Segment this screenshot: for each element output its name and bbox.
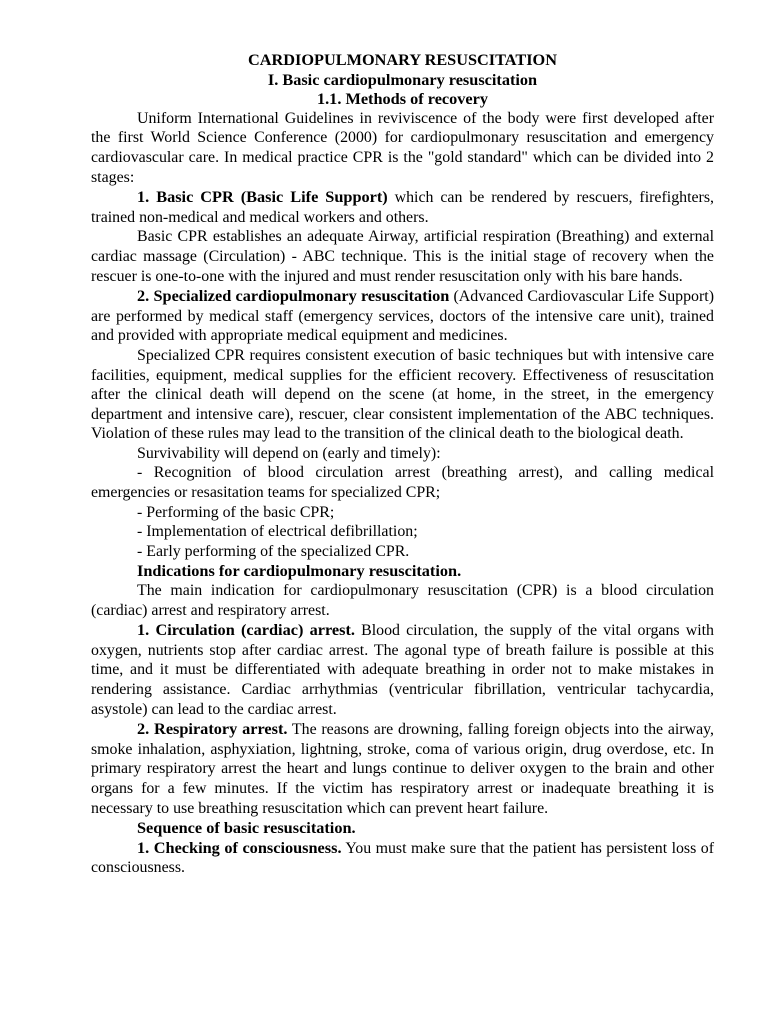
list-item: - Implementation of electrical defibrillation;	[137, 523, 418, 541]
basic-cpr-detail-paragraph: Basic CPR establishes an adequate Airway, artificial respiration (Breathing) and external cardiac massage (Circulation) - ABC technique. This is the initial stage of recovery when the rescuer is one-to-one with the injured and must render resuscitation only with his bare hands.	[91, 228, 714, 285]
specialized-cpr-lead: 2. Specialized cardiopulmonary resuscitation	[137, 286, 450, 306]
list-item: - Recognition of blood circulation arrest (breathing arrest), and calling medical emergencies or resasitation teams for specialized CPR;	[91, 464, 714, 502]
basic-cpr-paragraph	[91, 187, 714, 227]
circulation-arrest-paragraph	[91, 620, 714, 719]
consciousness-lead: 1. Checking of consciousness.	[137, 837, 342, 857]
survivability-paragraph: Survivability will depend on (early and timely):	[137, 444, 441, 462]
specialized-cpr-text: (Advanced Cardiovascular Life Support) are performed by medical staff (emergency services, doctors of the intensive care unit), trained and provided with appropriate medical equipment and medicines.	[91, 288, 714, 345]
specialized-cpr-detail-paragraph: Specialized CPR requires consistent execution of basic techniques but with intensive care facilities, equipment, medical supplies for the efficient recovery. Effectiveness of resuscitation after the clinical death will depend on the scene (at home, in the street, in the emergency department and intensive care), rescuer, clear consistent implementation of the ABC techniques. Violation of these rules may lead to the transition of the clinical death to the biological death.	[91, 346, 714, 443]
respiratory-arrest-paragraph	[91, 719, 714, 818]
section-heading: I. Basic cardiopulmonary resuscitation	[267, 69, 538, 89]
intro-paragraph: Uniform International Guidelines in reviviscence of the body were first developed after the first World Science Conference (2000) for cardiopulmonary resuscitation and emergency cardiovascular care. In medical practice CPR is the "gold standard" which can be divided into 2 stages:	[91, 109, 714, 186]
basic-cpr-lead: 1. Basic CPR (Basic Life Support)	[137, 187, 388, 207]
list-item: - Performing of the basic CPR;	[137, 503, 335, 521]
specialized-cpr-paragraph	[91, 286, 714, 346]
subsection-heading: 1.1. Methods of recovery	[316, 89, 489, 109]
consciousness-paragraph	[91, 838, 714, 878]
consciousness-text: You must make sure that the patient has persistent loss of consciousness.	[91, 839, 714, 877]
list-item: - Early performing of the specialized CPR.	[137, 542, 410, 560]
respiratory-arrest-text: The reasons are drowning, falling foreign objects into the airway, smoke inhalation, asphyxiation, lightning, stroke, coma of various origin, drug overdose, etc. In primary respiratory arrest the heart and lungs continue to deliver oxygen to the brain and other organs for a few minutes. If the victim has respiratory arrest or inadequate breathing it is necessary to use breathing resuscitation which can prevent heart failure.	[91, 721, 715, 817]
circulation-arrest-lead: 1. Circulation (cardiac) arrest.	[137, 620, 355, 640]
sequence-heading: Sequence of basic resuscitation.	[137, 818, 356, 838]
document-title: CARDIOPULMONARY RESUSCITATION	[248, 50, 557, 69]
respiratory-arrest-lead: 2. Respiratory arrest.	[137, 719, 288, 739]
indications-heading: Indications for cardiopulmonary resuscitation.	[137, 561, 462, 581]
indications-paragraph: The main indication for cardiopulmonary resuscitation (CPR) is a blood circulation (cardiac) arrest and respiratory arrest.	[91, 582, 714, 619]
basic-cpr-text: which can be rendered by rescuers, firefighters, trained non-medical and medical workers and others.	[91, 189, 714, 226]
circulation-arrest-text: Blood circulation, the supply of the vital organs with oxygen, nutrients stop after cardiac arrest. The agonal type of breath failure is possible at this time, and it must be differentiated with adequate breathing in order not to make mistakes in rendering assistance. Cardiac arrhythmias (ventricular fibrillation, ventricular tachycardia, asystole) can lead to the cardiac arrest.	[91, 622, 714, 718]
